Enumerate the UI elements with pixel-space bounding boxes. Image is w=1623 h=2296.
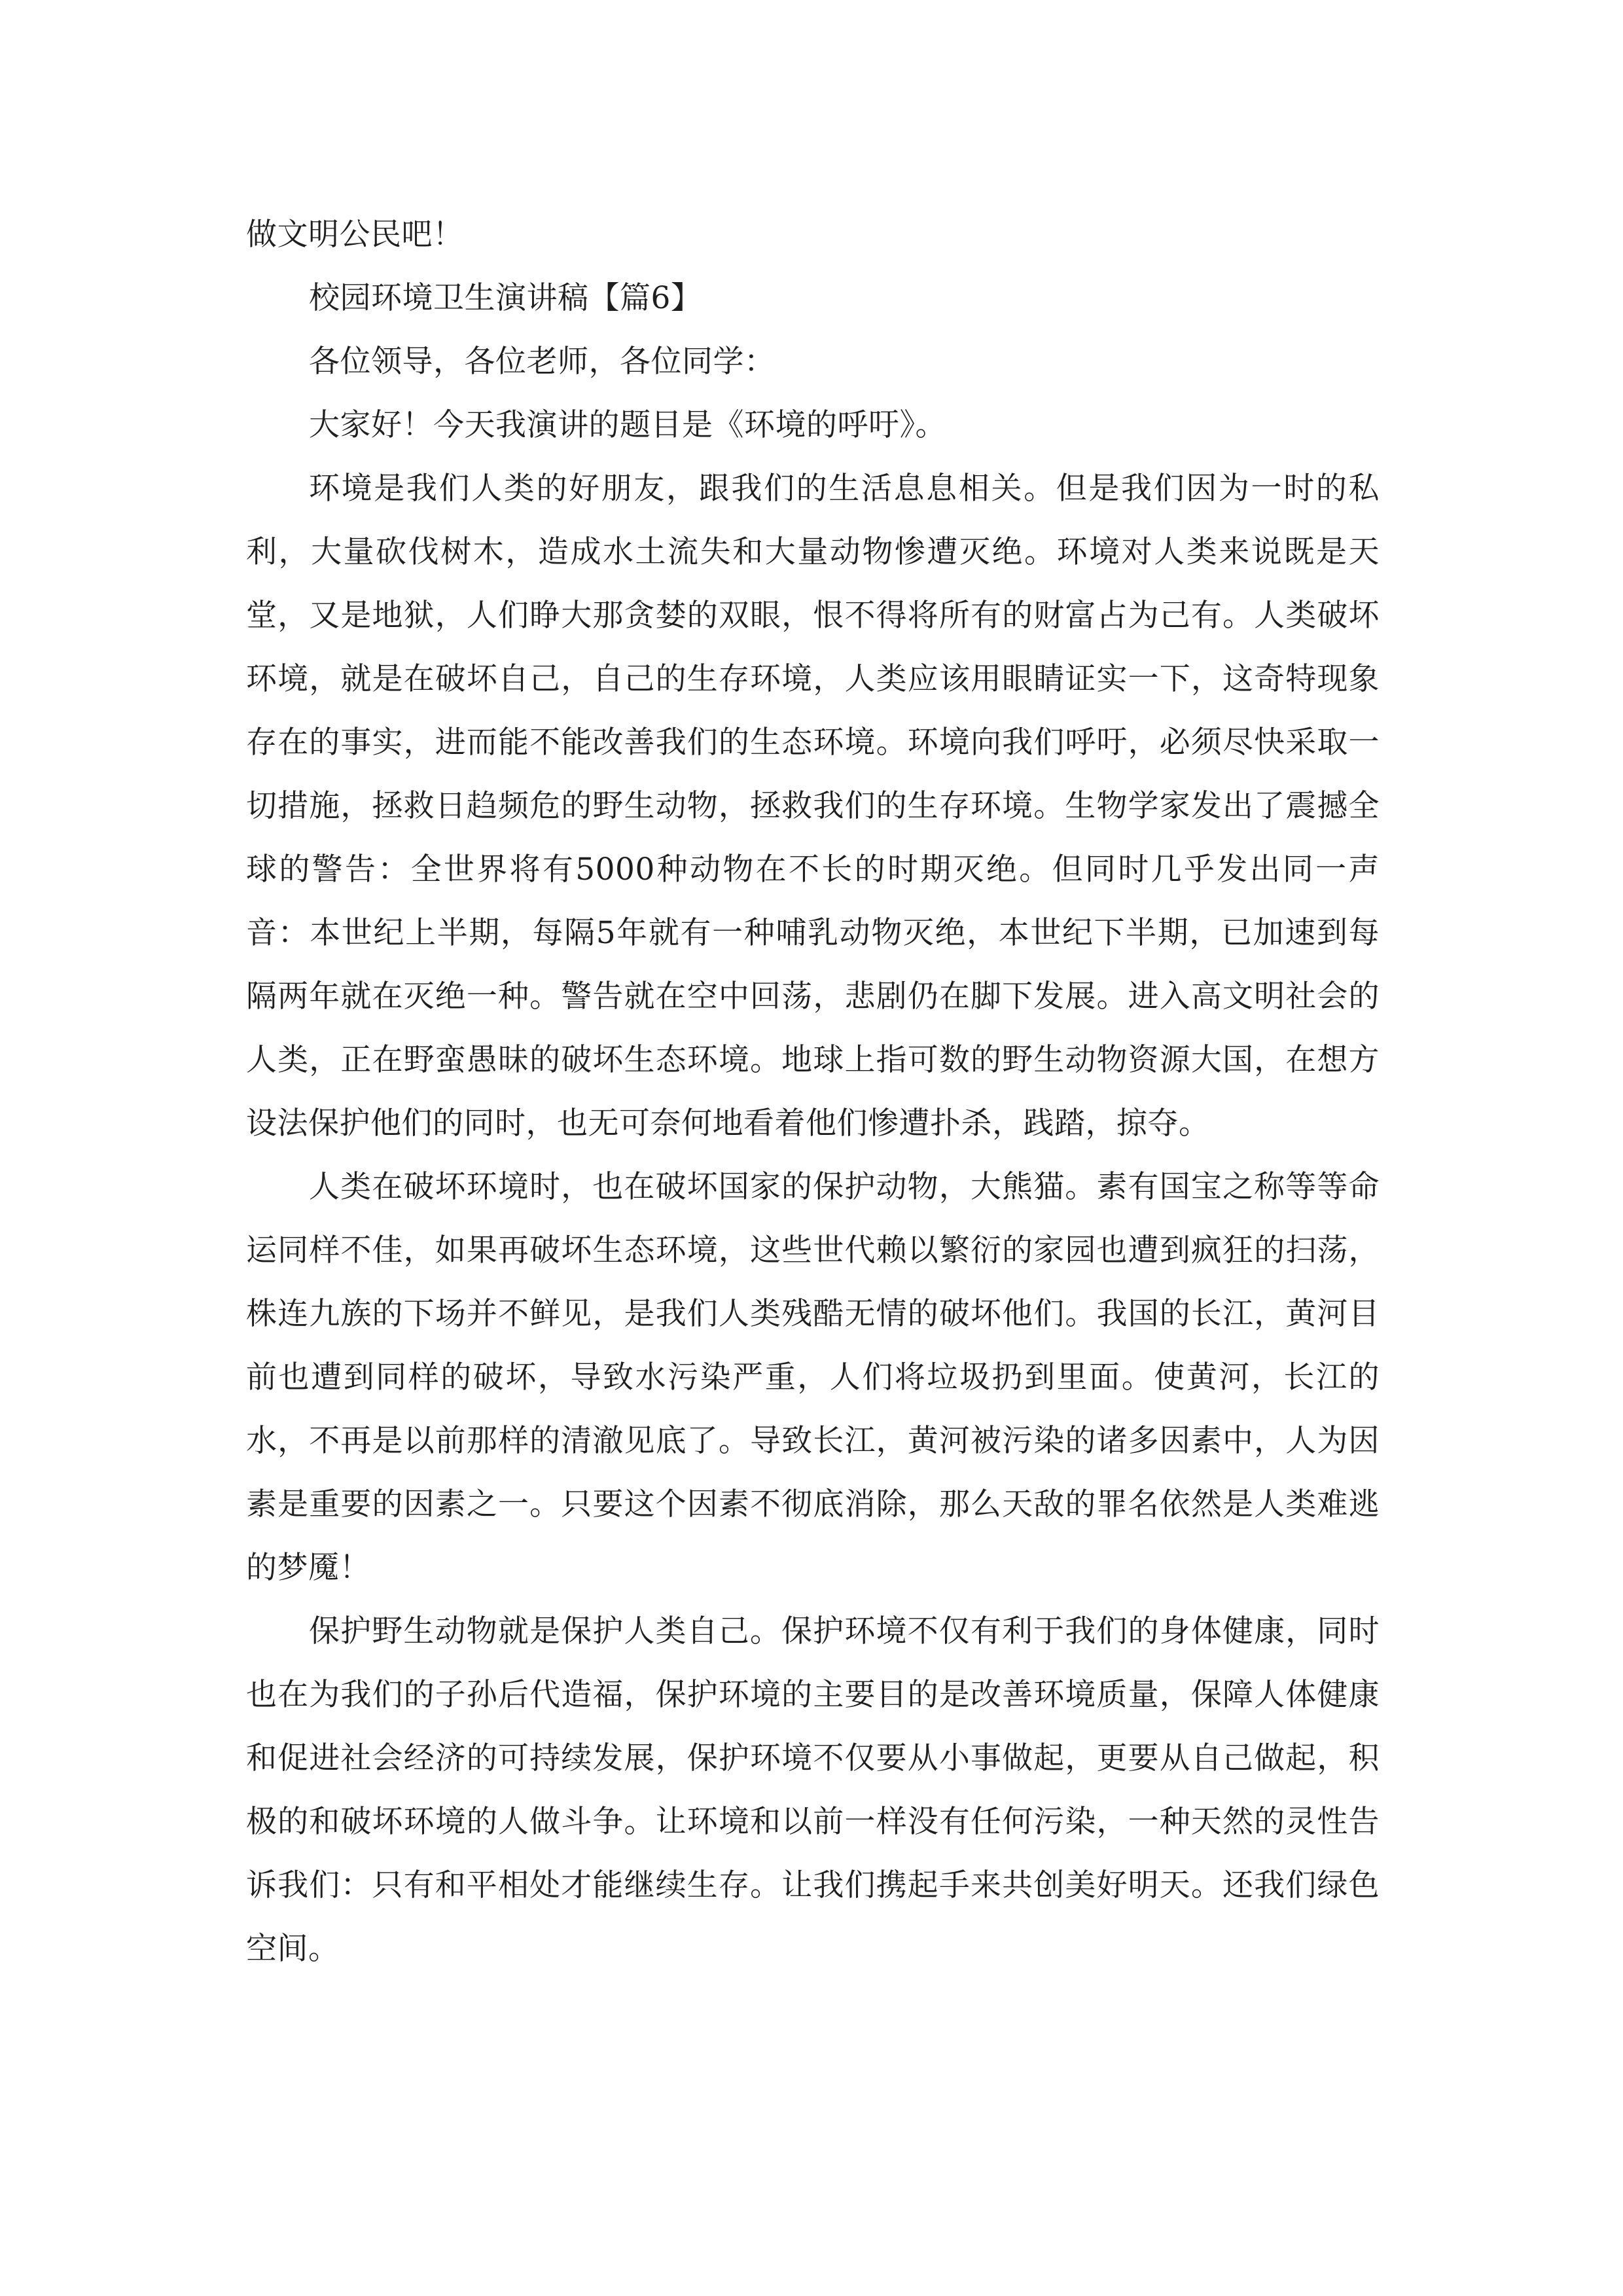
paragraph-protect-wildlife: 保护野生动物就是保护人类自己。保护环境不仅有利于我们的身体健康，同时也在为我们的子孙后代造福，保护环境的主要目的是改善环境质量，保障人体健康和促进社会经济的可持续发展，保护环境不仅要从小事做起，更要从自己做起，积极的和破坏环境的人做斗争。让环境和以前一样没有任何污染，一种天然的灵性告诉我们：只有和平相处才能继续生存。让我们携起手来共创美好明天。还我们绿色空间。 bbox=[246, 1613, 1380, 1967]
lead-line: 做文明公民吧！ bbox=[246, 217, 464, 253]
paragraph-environment: 环境是我们人类的好朋友，跟我们的生活息息相关。但是我们因为一时的私利，大量砍伐树木，造成水土流失和大量动物惨遭灭绝。环境对人类来说既是天堂，又是地狱，人们睁大那贪婪的双眼，恨不得将所有的财富占为己有。人类破坏环境，就是在破坏自己，自己的生存环境，人类应该用眼睛证实一下，这奇特现象存在的事实，进而能不能改善我们的生态环境。环境向我们呼吁，必须尽快采取一切措施，拯救日趋频危的野生动物，拯救我们的生存环境。生物学家发出了震撼全球的警告：全世界将有5000种动物在不长的时期灭绝。但同时几乎发出同一声音：本世纪上半期，每隔5年就有一种哺乳动物灭绝，本世纪下半期，已加速到每隔两年就在灭绝一种。警告就在空中回荡，悲剧仍在脚下发展。进入高文明社会的人类，正在野蛮愚昧的破坏生态环境。地球上指可数的野生动物资源大国，在想方设法保护他们的同时，也无可奈何地看着他们惨遭扑杀，践踏，掠夺。 bbox=[246, 471, 1380, 1141]
opening-line: 大家好！今天我演讲的题目是《环境的呼吁》。 bbox=[309, 407, 946, 443]
section-title: 校园环境卫生演讲稿【篇6】 bbox=[309, 280, 702, 316]
paragraph-panda-rivers: 人类在破坏环境时，也在破坏国家的保护动物，大熊猫。素有国宝之称等等命运同样不佳，如果再破坏生态环境，这些世代赖以繁衍的家园也遭到疯狂的扫荡，株连九族的下场并不鲜见，是我们人类残酷无情的破坏他们。我国的长江，黄河目前也遭到同样的破坏，导致水污染严重，人们将垃圾扔到里面。使黄河，长江的水，不再是以前那样的清澈见底了。导致长江，黄河被污染的诸多因素中，人为因素是重要的因素之一。只要这个因素不彻底消除，那么天敌的罪名依然是人类难逃的梦魇！ bbox=[246, 1169, 1380, 1586]
document-body bbox=[246, 203, 1380, 1981]
greeting: 各位领导，各位老师，各位同学： bbox=[309, 344, 776, 380]
